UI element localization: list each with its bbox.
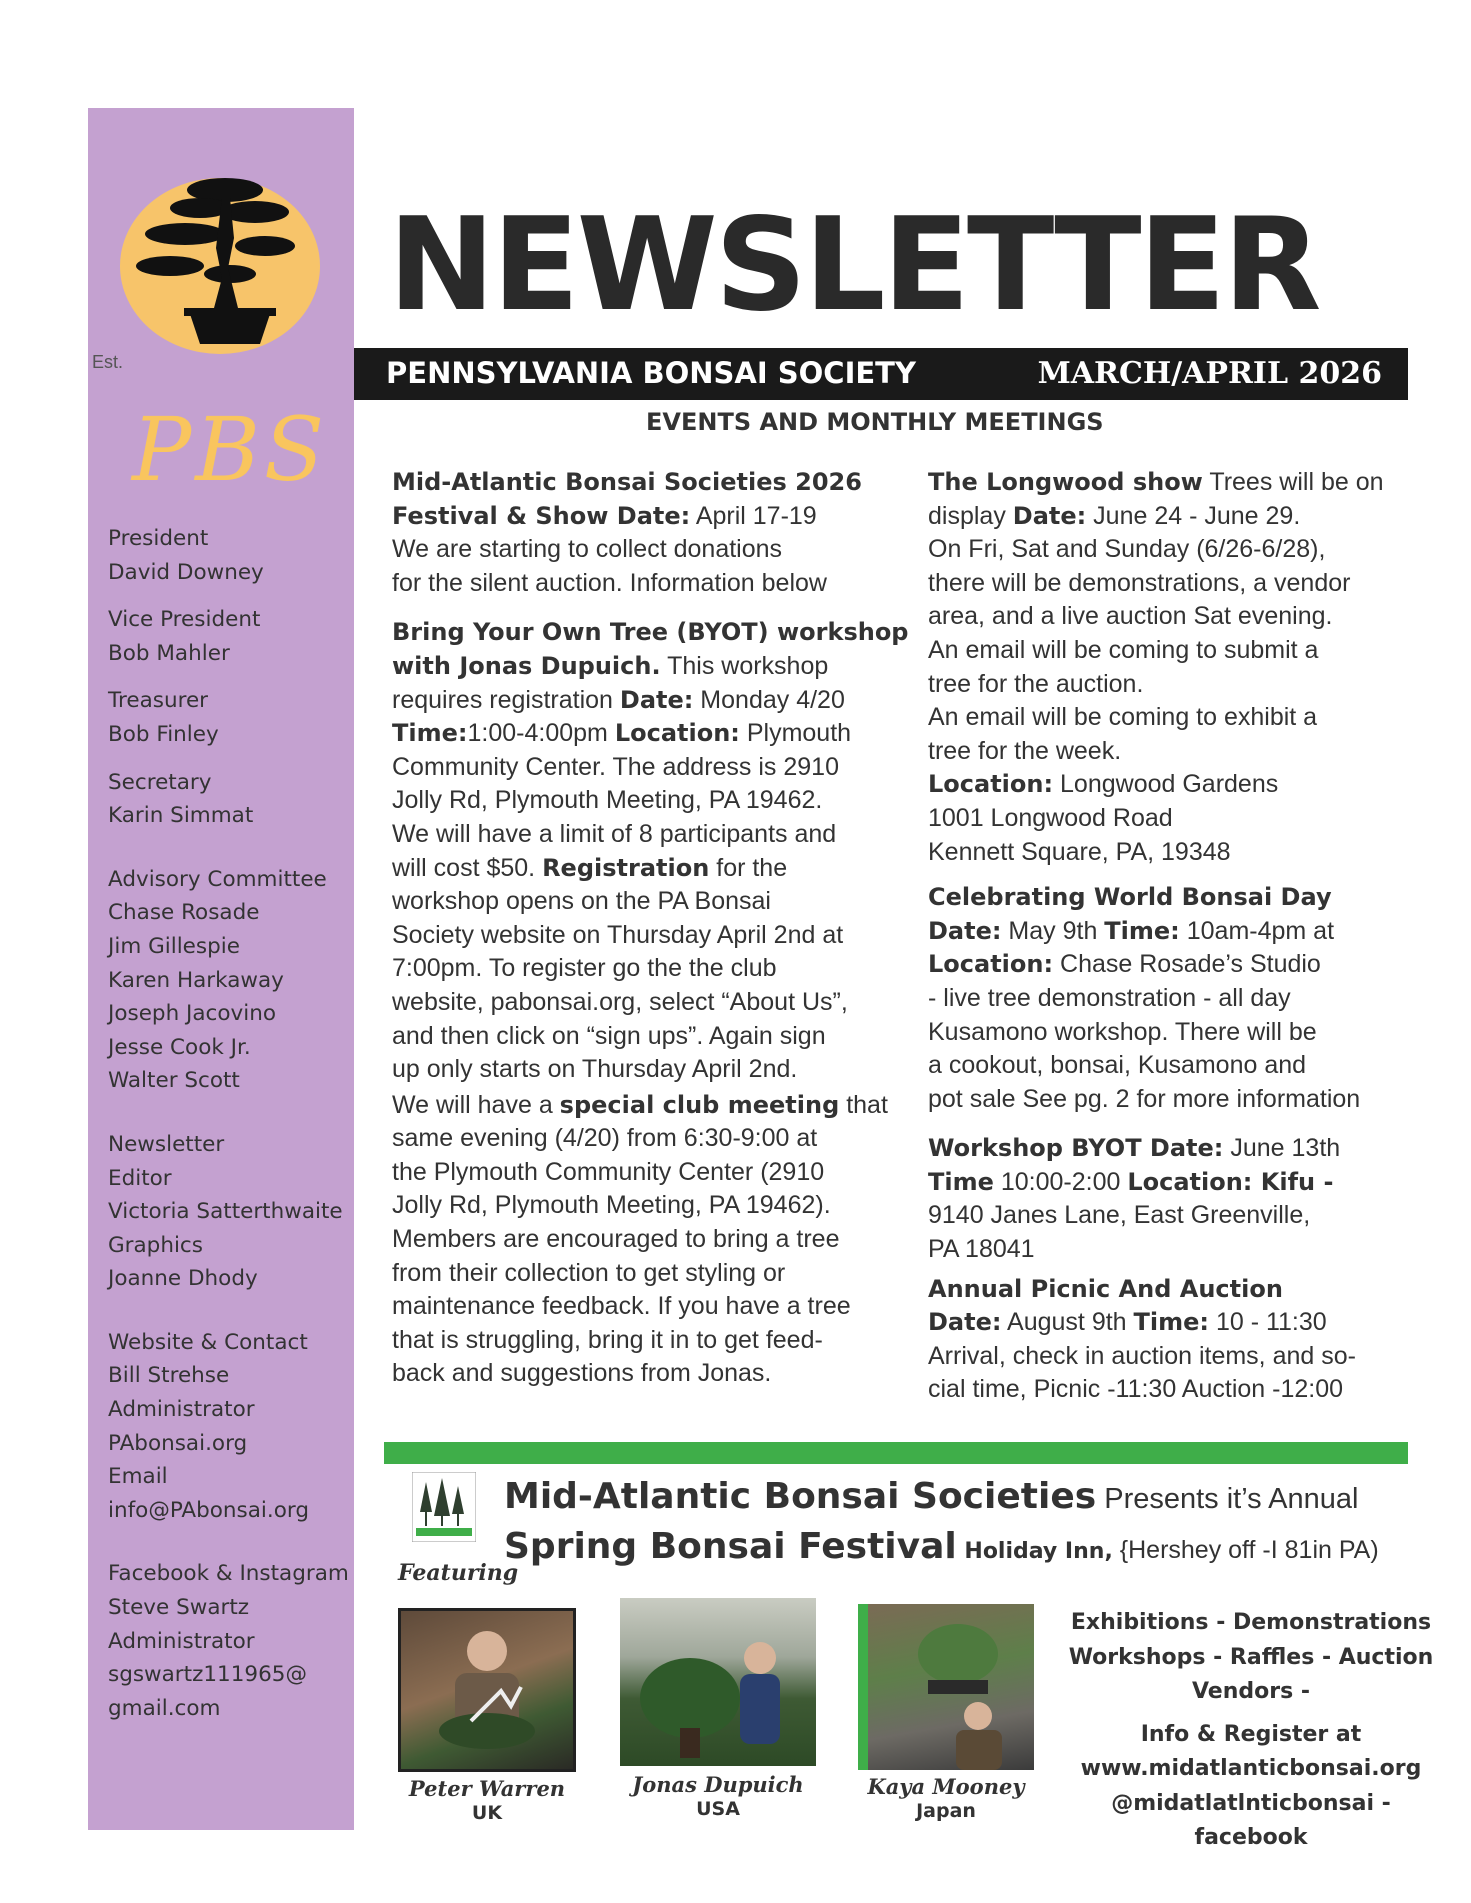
roster-line: Bob Finley — [108, 721, 219, 747]
roster-line: Graphics — [108, 1232, 203, 1258]
byot-date-label: Date: — [619, 685, 694, 714]
byot-location-label: Location: — [614, 719, 740, 748]
longwood-text: there will be demonstrations, a vendor — [928, 568, 1351, 597]
workshop-time: 10:00-2:00 — [993, 1167, 1128, 1196]
roster-line: gmail.com — [108, 1695, 221, 1721]
wbd-text: Kusamono workshop. There will be — [928, 1017, 1317, 1046]
bonsai-tree-logo-icon — [130, 168, 320, 350]
byot-text: and then click on “sign ups”. Again sign — [392, 1021, 826, 1050]
mabs-title: Mid-Atlantic Bonsai Societies 2026 — [392, 468, 862, 496]
longwood-date: June 24 - June 29. — [1086, 501, 1301, 530]
special-text: back and suggestions from Jonas. — [392, 1359, 772, 1388]
left-column — [392, 466, 912, 1391]
ad-info-line: Info & Register at — [1140, 1721, 1362, 1747]
longwood-event — [928, 466, 1398, 869]
longwood-title: The Longwood show — [928, 468, 1203, 496]
mabs-text: for the silent auction. Information below — [392, 568, 827, 597]
roster-line: Joanne Dhody — [108, 1266, 258, 1292]
special-text: the Plymouth Community Center (2910 — [392, 1157, 825, 1186]
roster-line: Joseph Jacovino — [108, 1001, 277, 1027]
ad-festival-name: Spring Bonsai Festival — [504, 1526, 957, 1567]
ad-venue-note: {Hershey off -I 81in PA) — [1112, 1536, 1379, 1564]
roster-group-social — [108, 1557, 348, 1725]
roster-line: Bob Mahler — [108, 640, 230, 666]
byot-time-label: Time: — [392, 719, 468, 748]
picnic-text: cial time, Picnic -11:30 Auction -12:00 — [928, 1375, 1344, 1404]
roster-line: Email — [108, 1464, 168, 1490]
ad-info-line: Vendors - — [1191, 1679, 1310, 1704]
wbd-location: Chase Rosade’s Studio — [1053, 950, 1321, 979]
byot-date: Monday 4/20 — [693, 685, 845, 714]
right-column — [928, 466, 1398, 1407]
presenter-name: Kaya Mooney — [867, 1774, 1025, 1799]
workshop-location-label: Location: Kifu - — [1127, 1167, 1334, 1196]
byot-text: Society website on Thursday April 2nd at — [392, 920, 844, 949]
picnic-title: Annual Picnic And Auction — [928, 1274, 1283, 1303]
roster-line: Chase Rosade — [108, 900, 260, 926]
roster-group-newsletter — [108, 1128, 348, 1296]
presenter-photo-placeholder-icon — [858, 1604, 1034, 1770]
roster-line: PAbonsai.org — [108, 1430, 248, 1456]
officer-roster — [108, 522, 348, 1739]
byot-text: requires registration — [392, 685, 620, 714]
ad-subheadline — [504, 1526, 1379, 1567]
special-text: that — [839, 1090, 888, 1119]
newsletter-title: NEWSLETTER — [388, 191, 1319, 340]
wbd-text: a cookout, bonsai, Kusamono and — [928, 1051, 1307, 1080]
byot-text: 7:00pm. To register go the the club — [392, 954, 777, 983]
picnic-time-label: Time: — [1133, 1308, 1209, 1337]
roster-line: Facebook & Instagram — [108, 1561, 349, 1587]
ad-presents: Presents it’s Annual — [1096, 1483, 1359, 1515]
ad-website: www.midatlanticbonsai.org — [1080, 1756, 1422, 1781]
roster-group-treasurer — [108, 684, 348, 751]
presenter-photo-jonas-dupuich — [620, 1598, 816, 1766]
presenter-photo-placeholder-icon — [401, 1611, 573, 1769]
roster-line: Treasurer — [108, 688, 209, 714]
special-meeting-label: special club meeting — [559, 1090, 840, 1119]
mabs-title2: Festival & Show Date: — [392, 501, 691, 530]
byot-text: up only starts on Thursday April 2nd. — [392, 1055, 798, 1084]
roster-line: info@PAbonsai.org — [108, 1497, 309, 1523]
mabs-trees-logo-icon — [412, 1472, 476, 1542]
picnic-date-label: Date: — [928, 1308, 1002, 1337]
workshop-date: June 13th — [1223, 1134, 1341, 1163]
est-label: Est. — [92, 352, 124, 372]
roster-group-website — [108, 1326, 348, 1528]
special-text: We will have a — [392, 1090, 560, 1119]
longwood-text: An email will be coming to submit a — [928, 635, 1319, 664]
roster-group-president — [108, 522, 348, 589]
special-text: maintenance feedback. If you have a tree — [392, 1292, 851, 1321]
special-text: Members are encouraged to bring a tree — [392, 1225, 840, 1254]
longwood-text: On Fri, Sat and Sunday (6/26-6/28), — [928, 535, 1326, 564]
issue-date: MARCH/APRIL 2026 — [1037, 356, 1382, 391]
wbd-time-label: Time: — [1104, 916, 1180, 945]
mabs-dates: April 17-19 — [690, 501, 817, 530]
ad-org-name: Mid-Atlantic Bonsai Societies — [504, 1476, 1097, 1517]
roster-line: Administrator — [108, 1397, 255, 1423]
workshop-time-label: Time — [928, 1167, 994, 1196]
byot-text: for the — [709, 853, 788, 882]
wbd-date: May 9th — [1001, 916, 1105, 945]
roster-line: Karen Harkaway — [108, 967, 284, 993]
presenter-name: Jonas Dupuich — [632, 1772, 804, 1797]
byot-text: Community Center. The address is 2910 — [392, 752, 839, 781]
ad-venue: Holiday Inn, — [956, 1539, 1113, 1564]
longwood-text: area, and a live auction Sat evening. — [928, 602, 1333, 631]
wbd-location-label: Location: — [928, 950, 1054, 979]
workshop-title: Workshop BYOT Date: — [928, 1134, 1224, 1163]
byot-registration-label: Registration — [542, 853, 710, 882]
ad-info-line: Workshops - Raffles - Auction — [1068, 1644, 1434, 1670]
longwood-text: tree for the week. — [928, 736, 1122, 765]
mabs-event — [392, 466, 912, 600]
byot-text: website, pabonsai.org, select “About Us”, — [392, 987, 848, 1016]
byot-title2: with Jonas Dupuich. — [392, 651, 661, 680]
longwood-location-label: Location: — [928, 770, 1054, 799]
byot-text: Jolly Rd, Plymouth Meeting, PA 19462. — [392, 786, 823, 815]
presenter-photo-peter-warren — [398, 1608, 576, 1772]
byot-location: Plymouth — [739, 719, 852, 748]
presenter-name: Peter Warren — [408, 1776, 566, 1801]
presenter-photo-placeholder-icon — [620, 1598, 816, 1766]
roster-line: Victoria Satterthwaite — [108, 1199, 343, 1225]
presenter-location: Japan — [916, 1800, 976, 1822]
roster-line: Jim Gillespie — [108, 933, 240, 959]
longwood-text: tree for the auction. — [928, 669, 1144, 698]
longwood-text: An email will be coming to exhibit a — [928, 703, 1318, 732]
wbd-title: Celebrating World Bonsai Day — [928, 883, 1332, 912]
wbd-time: 10am-4pm at — [1179, 916, 1335, 945]
special-meeting — [392, 1089, 912, 1391]
roster-group-secretary — [108, 766, 348, 833]
longwood-text: display — [928, 501, 1013, 530]
roster-line: Secretary — [108, 769, 212, 795]
roster-line: Jesse Cook Jr. — [108, 1034, 251, 1060]
roster-group-vice-president — [108, 603, 348, 670]
roster-line: Walter Scott — [108, 1068, 240, 1094]
roster-line: Newsletter — [108, 1131, 225, 1157]
longwood-address: 1001 Longwood Road — [928, 803, 1173, 832]
roster-line: Website & Contact — [108, 1329, 308, 1355]
wbd-text: pot sale See pg. 2 for more information — [928, 1084, 1361, 1113]
society-name: PENNSYLVANIA BONSAI SOCIETY — [386, 356, 916, 390]
roster-line: sgswartz111965@ — [108, 1662, 307, 1688]
roster-line: Administrator — [108, 1628, 255, 1654]
presenter-location: UK — [471, 1802, 503, 1824]
byot-text: workshop opens on the PA Bonsai — [392, 887, 771, 916]
title-banner — [354, 348, 1408, 400]
roster-line: Editor — [108, 1165, 172, 1191]
picnic-text: Arrival, check in auction items, and so- — [928, 1341, 1356, 1370]
special-text: Jolly Rd, Plymouth Meeting, PA 19462). — [392, 1191, 831, 1220]
special-text: from their collection to get styling or — [392, 1258, 786, 1287]
wbd-date-label: Date: — [928, 916, 1002, 945]
longwood-location: Longwood Gardens — [1053, 770, 1279, 799]
roster-line: Karin Simmat — [108, 803, 254, 829]
byot-text: We will have a limit of 8 participants and — [392, 819, 837, 848]
featuring-label: Featuring — [398, 1560, 519, 1586]
ad-divider-bar — [384, 1442, 1408, 1464]
roster-line: President — [108, 526, 209, 551]
byot-time: 1:00-4:00pm — [467, 719, 615, 748]
special-text: that is struggling, bring it in to get feed- — [392, 1325, 823, 1354]
byot-text: will cost $50. — [392, 853, 543, 882]
longwood-text: Trees will be on — [1202, 468, 1384, 496]
ad-headline — [504, 1476, 1358, 1517]
roster-line: Bill Strehse — [108, 1363, 230, 1389]
world-bonsai-day-event — [928, 881, 1398, 1116]
workshop-address: 9140 Janes Lane, East Greenville, — [928, 1201, 1311, 1230]
pbs-logo-text: PBS — [132, 398, 329, 501]
roster-line: Vice President — [108, 607, 261, 633]
presenter-location: USA — [696, 1798, 740, 1820]
byot-event — [392, 616, 912, 1086]
special-text: same evening (4/20) from 6:30-9:00 at — [392, 1124, 818, 1153]
longwood-date-label: Date: — [1012, 501, 1087, 530]
roster-line: Steve Swartz — [108, 1595, 250, 1621]
presenter-photo-kaya-mooney — [858, 1604, 1034, 1770]
longwood-address: Kennett Square, PA, 19348 — [928, 837, 1231, 866]
roster-line: Advisory Committee — [108, 866, 327, 892]
mabs-text: We are starting to collect donations — [392, 535, 783, 564]
workshop-byot-event — [928, 1132, 1398, 1266]
picnic-time: 10 - 11:30 — [1209, 1308, 1327, 1337]
wbd-text: - live tree demonstration - all day — [928, 983, 1291, 1012]
ad-info-line: Exhibitions - Demonstrations — [1070, 1610, 1432, 1635]
byot-title: Bring Your Own Tree (BYOT) workshop — [392, 618, 909, 647]
section-heading: EVENTS AND MONTHLY MEETINGS — [646, 408, 1104, 436]
roster-line: David Downey — [108, 559, 264, 585]
ad-facebook: @midatlatlnticbonsai - facebook — [1111, 1790, 1391, 1850]
byot-text: This workshop — [660, 651, 829, 680]
picnic-event — [928, 1273, 1398, 1407]
roster-group-advisory — [108, 863, 348, 1098]
picnic-date: August 9th — [1001, 1308, 1134, 1337]
workshop-address: PA 18041 — [928, 1235, 1035, 1264]
ad-info-block — [1064, 1606, 1438, 1856]
